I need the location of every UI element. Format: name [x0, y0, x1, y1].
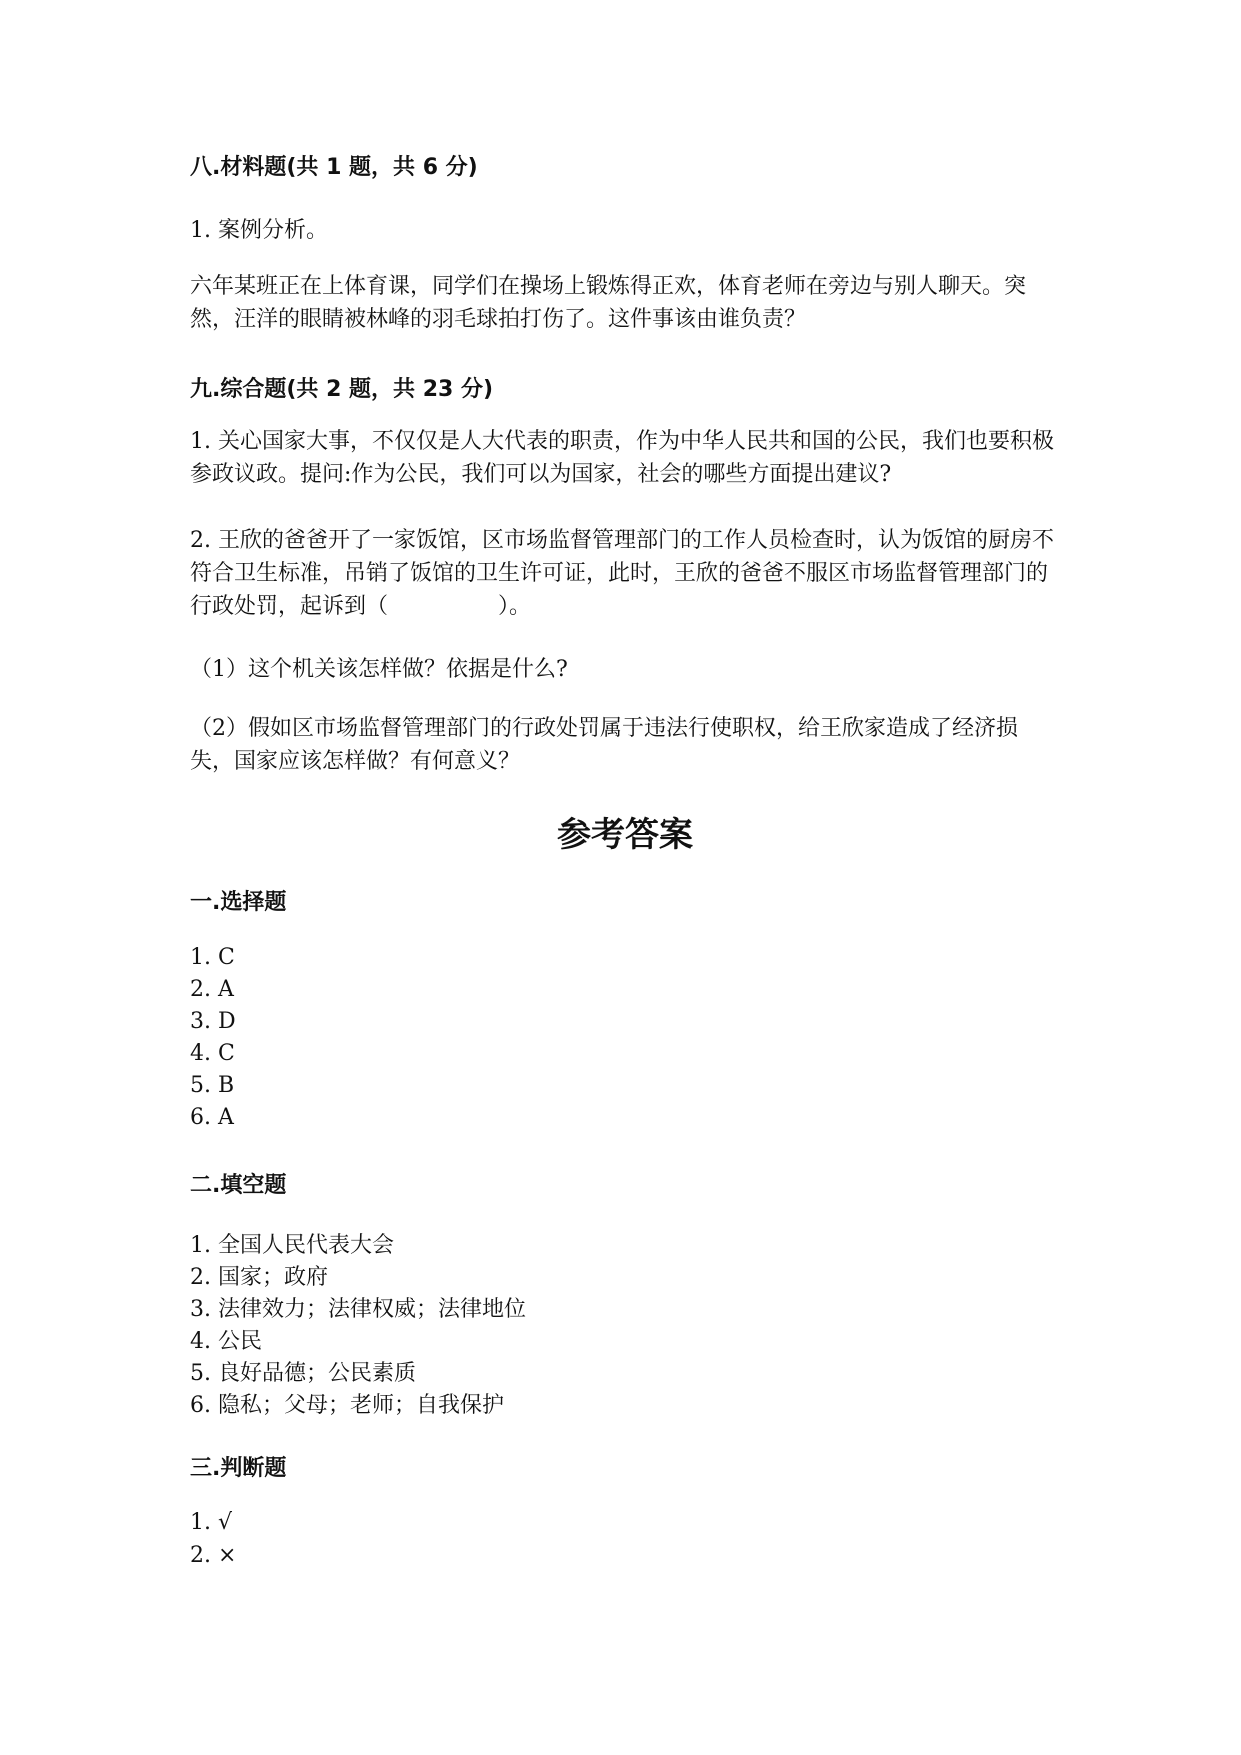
answer-item: 1. √ — [190, 1510, 233, 1535]
answer-item: 6. 隐私；父母；老师；自我保护 — [190, 1393, 504, 1418]
section9-sub1: （1）这个机关该怎样做？依据是什么? — [190, 657, 568, 682]
section9-heading: 九.综合题(共 2 题，共 23 分) — [190, 377, 494, 402]
section9-q2: 2. 王欣的爸爸开了一家饭馆，区市场监督管理部门的工作人员检查时，认为饭馆的厨房不符合卫生标准，吊销了饭馆的卫生许可证，此时，王欣的爸爸不服区市场监督管理部门的行政处罚，起诉到（ ）。 — [190, 528, 1054, 619]
section8-q1-text: 六年某班正在上体育课，同学们在操场上锻炼得正欢，体育老师在旁边与别人聊天。突然，汪洋的眼睛被林峰的羽毛球拍打伤了。这件事该由谁负责？ — [190, 274, 1027, 332]
answer-item: 6. A — [190, 1105, 234, 1130]
answers-part2-heading: 二.填空题 — [190, 1173, 287, 1198]
answer-item: 4. C — [190, 1041, 235, 1066]
section9-q1: 1. 关心国家大事，不仅仅是人大代表的职责，作为中华人民共和国的公民，我们也要积极参政议政。提问:作为公民，我们可以为国家，社会的哪些方面提出建议? — [190, 429, 1054, 487]
answers-part3-heading: 三.判断题 — [190, 1456, 287, 1481]
answer-item: 2. 国家；政府 — [190, 1265, 328, 1290]
section9-sub2: （2）假如区市场监督管理部门的行政处罚属于违法行使职权，给王欣家造成了经济损失，国家应该怎样做？有何意义？ — [190, 716, 1018, 774]
section8-q1-title: 1. 案例分析。 — [190, 218, 328, 243]
answers-title: 参考答案 — [557, 815, 693, 855]
answer-item: 2. A — [190, 977, 234, 1002]
answer-item: 1. 全国人民代表大会 — [190, 1233, 394, 1258]
answer-item: 1. C — [190, 945, 235, 970]
answer-item: 5. 良好品德；公民素质 — [190, 1361, 416, 1386]
answer-item: 3. 法律效力；法律权威；法律地位 — [190, 1297, 526, 1322]
answer-item: 4. 公民 — [190, 1329, 262, 1354]
answer-item: 3. D — [190, 1009, 236, 1034]
answer-item: 5. B — [190, 1073, 235, 1098]
answers-part1-heading: 一.选择题 — [190, 890, 287, 915]
answer-item: 2. × — [190, 1543, 237, 1568]
section8-heading: 八.材料题(共 1 题，共 6 分) — [190, 155, 478, 180]
